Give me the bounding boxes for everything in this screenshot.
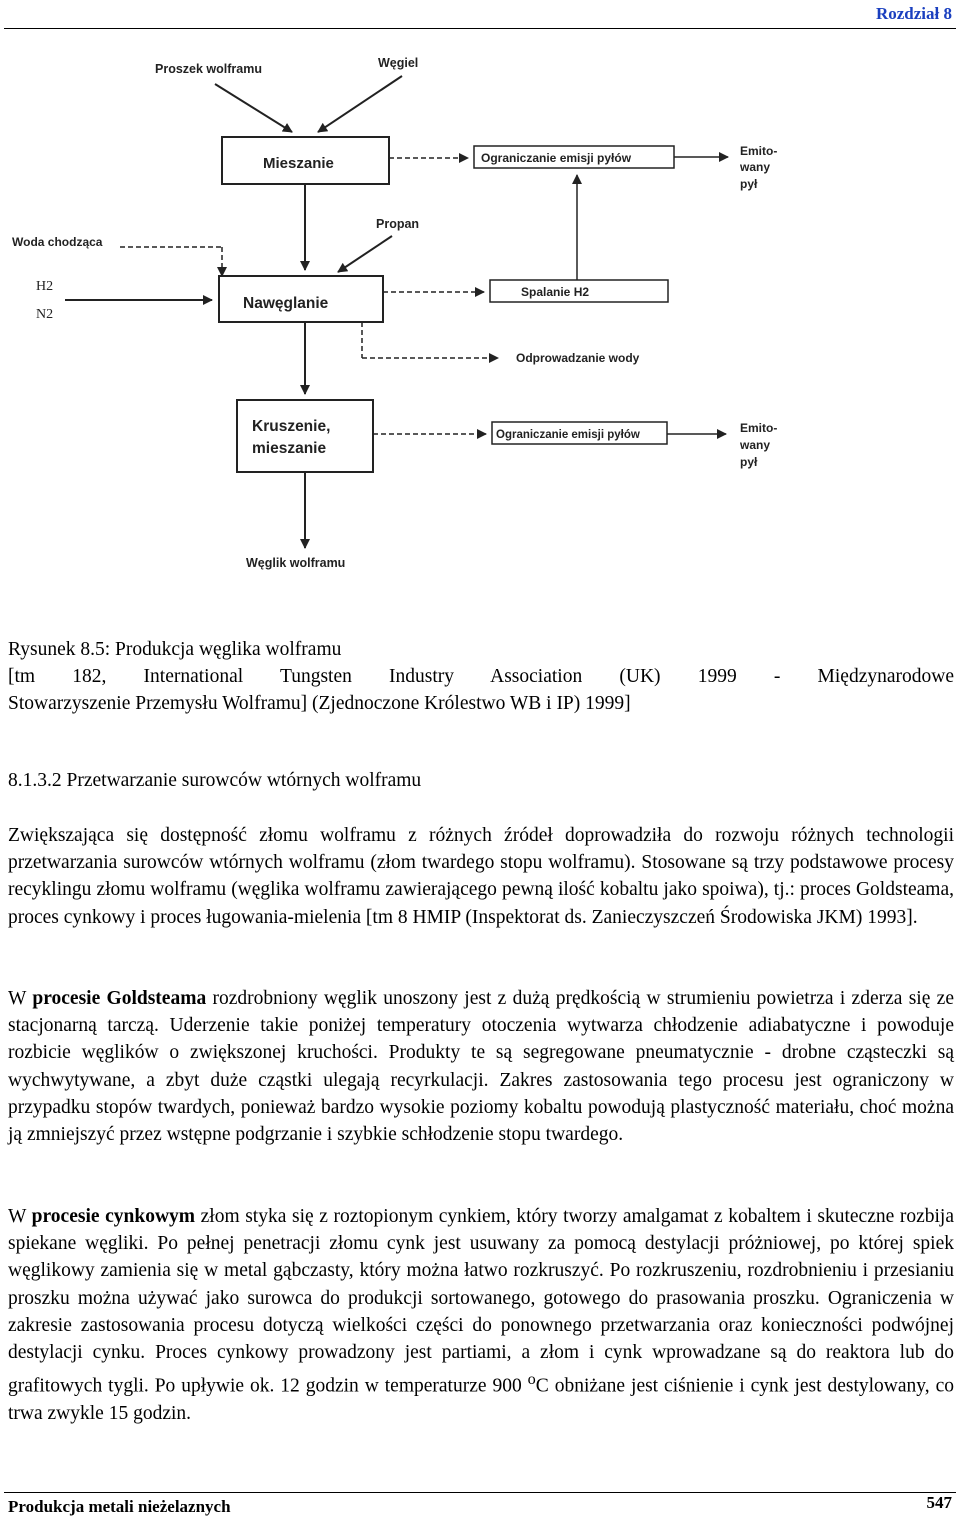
label-water-discharge: Odprowadzanie wody <box>516 351 640 365</box>
label-emitted-dust-2-a: Emito- <box>740 421 778 435</box>
paragraph-goldsteam <box>8 985 954 1148</box>
label-propane: Propan <box>376 217 420 231</box>
header-rule <box>4 28 956 29</box>
chapter-header: Rozdział 8 <box>875 4 952 23</box>
label-n2: N2 <box>36 307 54 322</box>
label-emitted-dust-2-c: pył <box>740 455 758 469</box>
label-cooling-water: Woda chodząca <box>12 235 103 249</box>
label-emitted-dust-1-c: pył <box>740 177 758 191</box>
label-dust-control-1: Ograniczanie emisji pyłów <box>481 151 632 165</box>
label-mixing: Mieszanie <box>263 155 334 172</box>
section-heading: 8.1.3.2 Przetwarzanie surowców wtórnych wolframu <box>8 770 422 791</box>
box-crushing <box>237 400 373 472</box>
label-crushing-a: Kruszenie, <box>252 418 331 435</box>
label-emitted-dust-1-b: wany <box>740 160 771 174</box>
degree-superscript: o <box>527 1370 536 1389</box>
process-flow-diagram <box>0 40 960 590</box>
figure-caption <box>8 636 954 717</box>
label-tungsten-powder: Proszek wolframu <box>155 62 262 76</box>
paragraph-intro: Zwiększająca się dostępność złomu wolframu z różnych źródeł doprowadziła do rozwoju różnych technologii przetwarzania surowców wtórnych wolframu (złom twardego stopu wolframu). Stosowane są trzy podstawowe procesy recyklingu złomu wolframu (węglika wolframu zawierającego pewną ilość kobaltu jako spoiwa), tj.: proces Goldsteama, proces cynkowy i proces ługowania-mielenia [tm 8 HMIP (Inspektorat ds. Zanieczyszczeń Środowiska JKM) 1993]. <box>8 825 954 928</box>
caption-line-2: [tm 182, International Tungsten Industry Association (UK) 1999 - Międzynarodowe <box>8 666 954 687</box>
paragraph-goldsteam-prefix: W <box>8 988 33 1009</box>
paragraph-goldsteam-body: rozdrobniony węglik unoszony jest z dużą prędkością w strumieniu powietrza i zderza się ze stacjonarną tarczą. Uderzenie takie poniżej temperatury otoczenia wytwarza chłodzenie adiabatyczne i powoduje rozbicie węglików o zwiększonej kruchości. Produkty te są segregowane pneumatycznie - drobne cząsteczki są wychwytywane, a zbyt duże cząstki ulegają recyrkulacji. Zakres zastosowania tego procesu jest ograniczony w przypadku stopów twardych, ponieważ bardzo wysokie poziomy kobaltu powodują plastyczność materiału, choć można ją zmniejszyć przez wstępne podgrzanie i szybkie schłodzenie stopu twardego. <box>8 988 954 1146</box>
label-h2: H2 <box>36 279 54 294</box>
arrow-powder-to-mixing <box>215 84 292 132</box>
label-dust-control-2: Ograniczanie emisji pyłów <box>496 429 640 441</box>
label-emitted-dust-1-a: Emito- <box>740 144 778 158</box>
label-carbon: Węgiel <box>378 56 419 70</box>
page-number: 547 <box>926 1493 952 1512</box>
caption-line-1: Rysunek 8.5: Produkcja węglika wolframu <box>8 639 342 660</box>
label-carburizing: Nawęglanie <box>243 295 329 312</box>
label-tungsten-carbide: Węglik wolframu <box>246 556 346 570</box>
arrow-carbon-to-mixing <box>318 76 402 132</box>
paragraph-zinc-prefix: W <box>8 1206 32 1227</box>
caption-line-3: Stowarzyszenie Przemysłu Wolframu] (Zjednoczone Królestwo WB i IP) 1999] <box>8 693 631 714</box>
paragraph-zinc-tail: C obniżane jest ciśnienie i cynk jest destylowany, co trwa zwykle 15 godzin. <box>8 1375 954 1424</box>
label-emitted-dust-2-b: wany <box>740 438 771 452</box>
label-crushing-b: mieszanie <box>252 440 327 457</box>
term-zinc-process: procesie cynkowym <box>31 1206 196 1227</box>
paragraph-zinc-body: złom styka się z roztopionym cynkiem, który tworzy amalgamat z kobaltem i skuteczne rozbija spiekane węgliki. Po pełnej penetracji złomu cynk jest usuwany za pomocą destylacji próżniowej, po której spiek węglikowy zamienia się w metal gąbczasty, który można łatwo rozkruszyć. Po rozkruszeniu, rozdrobnieniu i przesianiu proszku można używać jako surowca do produkcji sortowanego, gotowego do prasowania proszku. Ograniczenia w zakresie zastosowania procesu dotyczą wielkości części do ponownego przetwarzania oraz konieczności podwójnej destylacji cynku. Proces cynkowy prowadzony jest partiami, a złom i cynk wprowadzane są do reaktora lub do grafitowych tygli. Po upływie ok. 12 godzin w temperaturze 900 <box>8 1206 954 1397</box>
term-goldsteam-process: procesie Goldsteama <box>32 988 207 1009</box>
footer-title: Produkcja metali nieżelaznych <box>8 1497 231 1516</box>
paragraph-zinc <box>8 1203 954 1427</box>
arrow-propane-to-carburizing <box>338 236 392 272</box>
footer-rule <box>4 1492 956 1493</box>
label-h2-burning: Spalanie H2 <box>521 285 590 299</box>
